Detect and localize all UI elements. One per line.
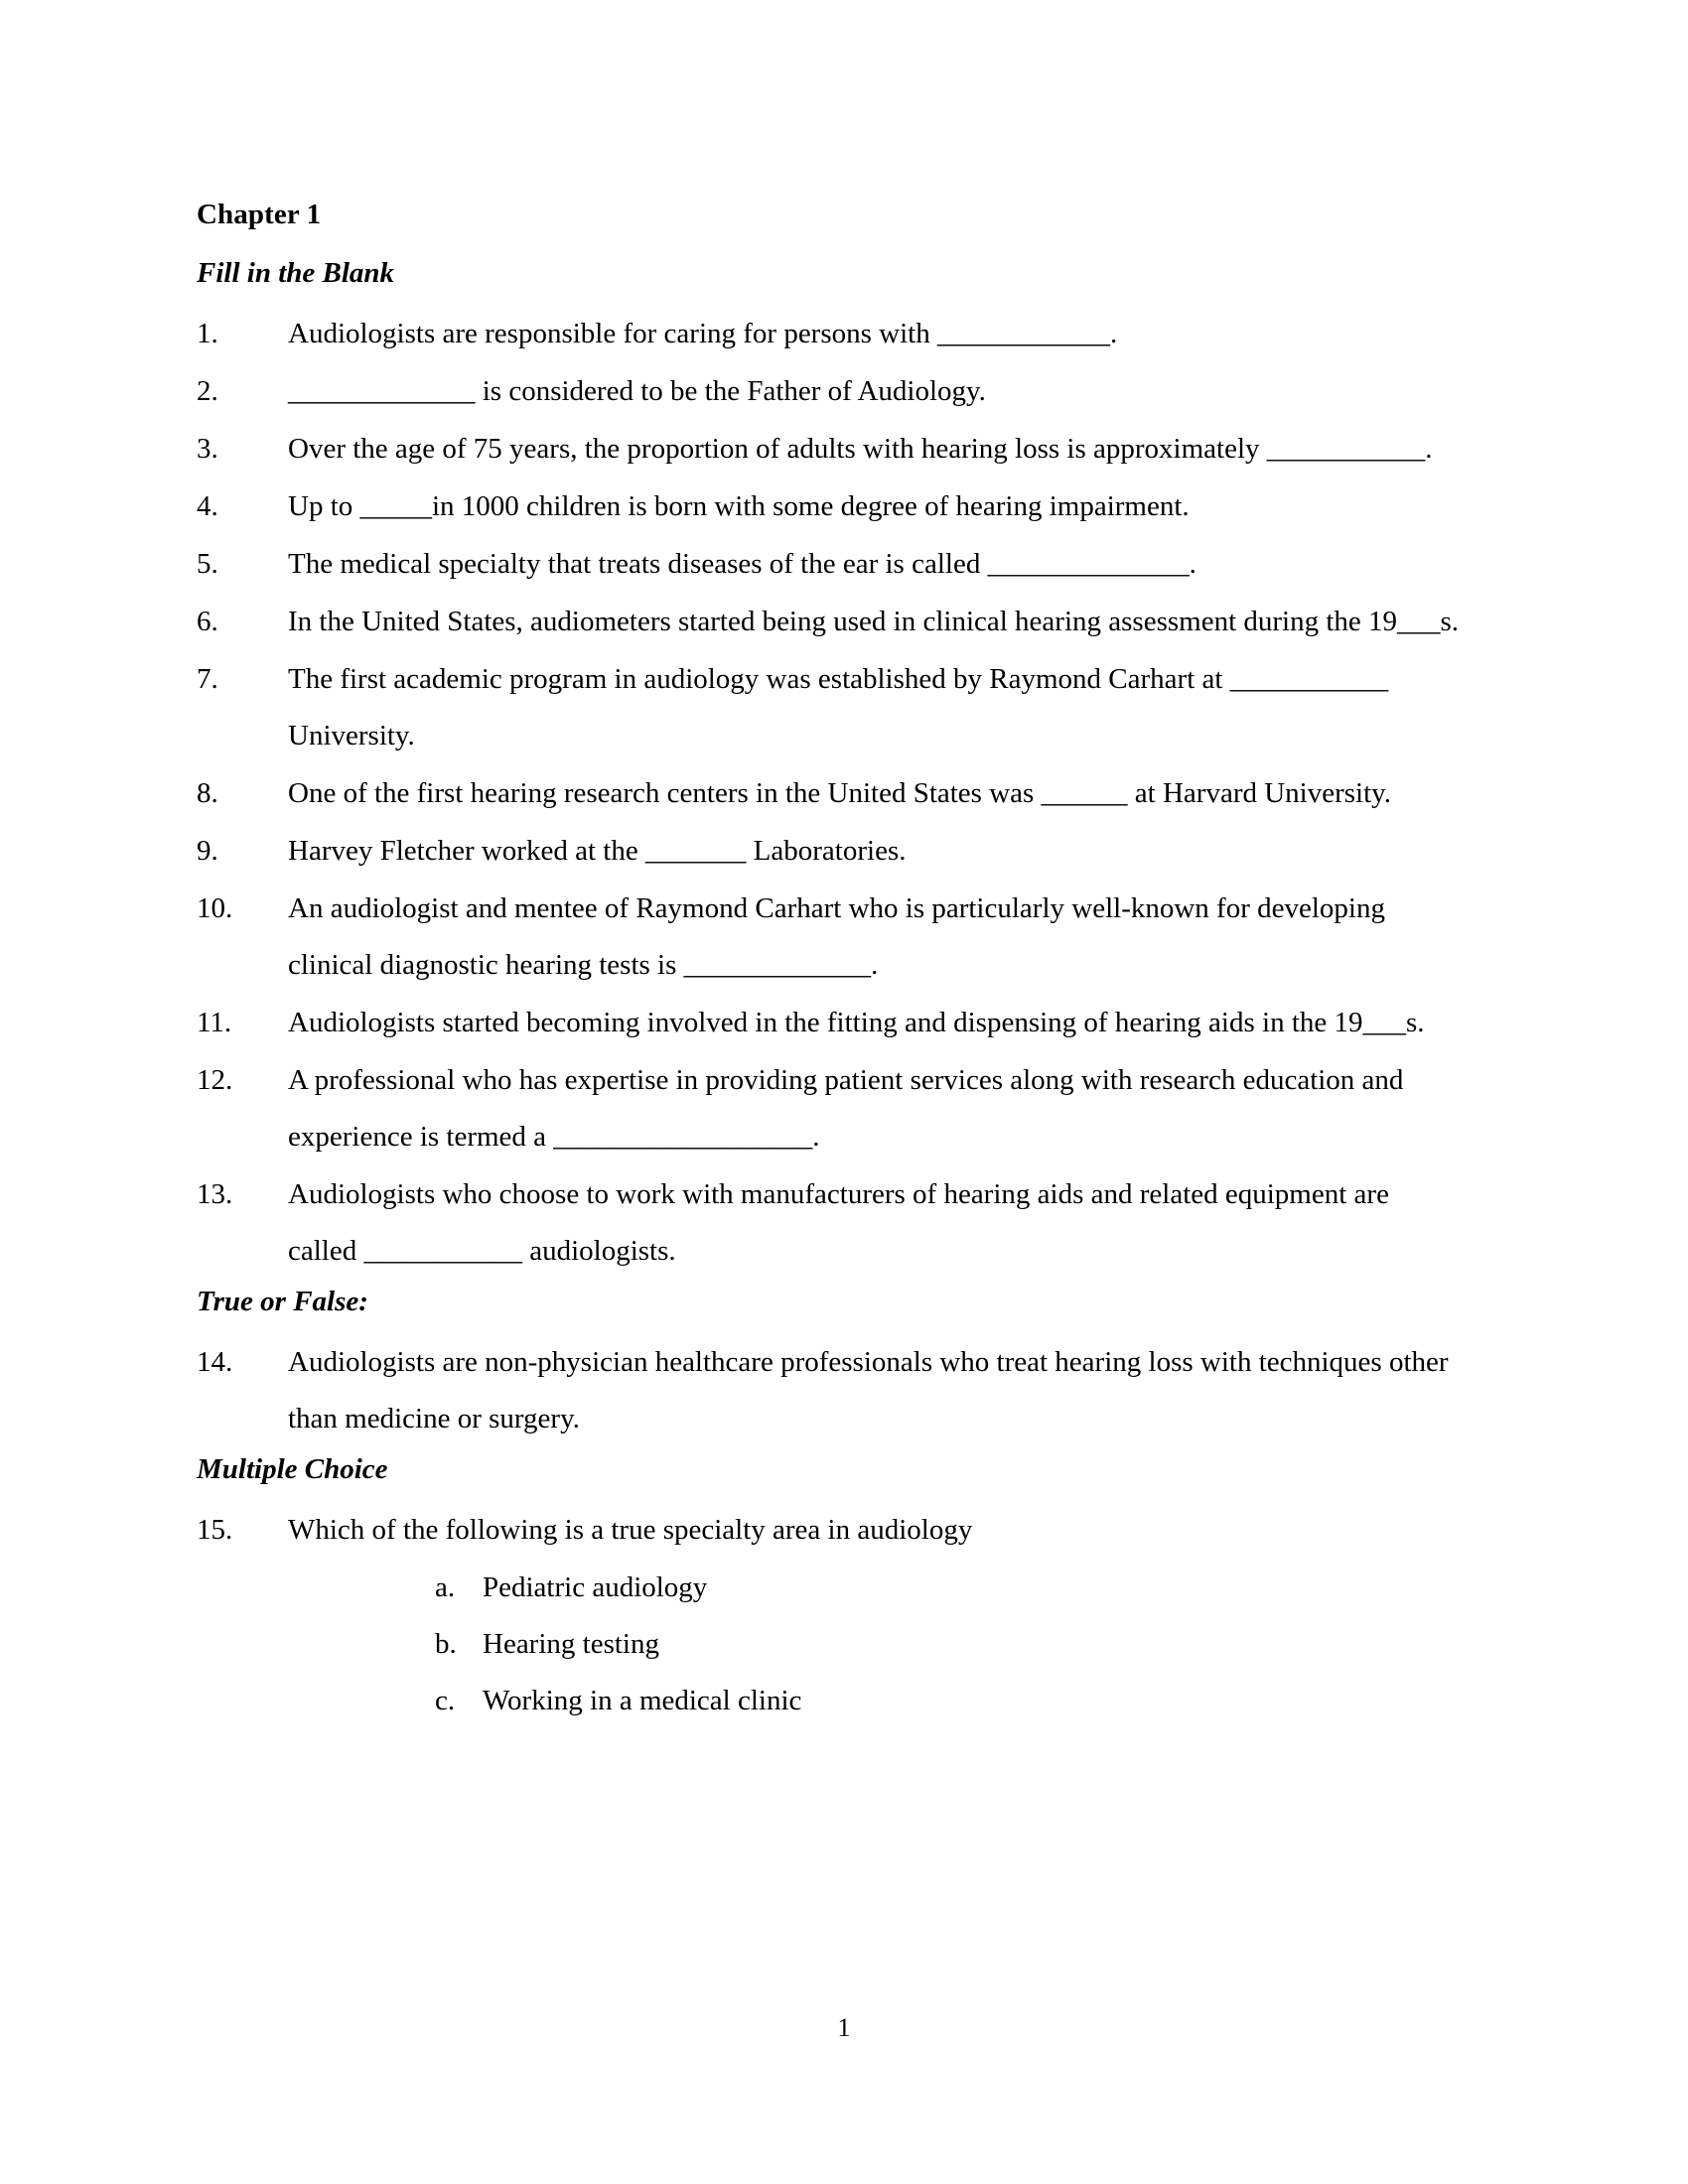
section-heading: Multiple Choice (197, 1453, 388, 1485)
section-heading: Fill in the Blank (197, 257, 395, 289)
question-number: 8. (197, 777, 218, 809)
question-list (197, 1502, 1499, 1559)
list-item (197, 306, 1499, 362)
question-number: 3. (197, 433, 218, 465)
choice-letter: a. (435, 1571, 456, 1603)
list-item (197, 1334, 1499, 1447)
list-item (197, 421, 1499, 478)
question-text: Audiologists who choose to work with manufacturers of hearing aids and related equipment are called ___________ audiologists. (288, 1178, 1389, 1267)
choice-text: Hearing testing (483, 1628, 659, 1660)
list-item (197, 823, 1499, 880)
list-item (435, 1560, 1499, 1616)
question-text: Audiologists started becoming involved in the fitting and dispensing of hearing aids in the 19___s. (288, 1007, 1425, 1038)
choice-list (197, 1560, 1499, 1729)
page-number: 1 (837, 2013, 851, 2042)
list-item (197, 651, 1499, 764)
list-item (197, 1502, 1499, 1559)
question-list (197, 1334, 1499, 1447)
question-number: 1. (197, 318, 218, 349)
question-number: 14. (197, 1346, 233, 1378)
question-text: Audiologists are responsible for caring for persons with ____________. (288, 318, 1118, 349)
question-text: The first academic program in audiology was established by Raymond Carhart at ___________ University. (288, 663, 1389, 751)
question-text: An audiologist and mentee of Raymond Carhart who is particularly well-known for developing clinical diagnostic hearing tests is _____________. (288, 892, 1385, 981)
question-number: 15. (197, 1514, 233, 1546)
list-item (197, 1166, 1499, 1280)
question-text: One of the first hearing research centers in the United States was ______ at Harvard University. (288, 777, 1392, 809)
question-text: Over the age of 75 years, the proportion of adults with hearing loss is approximately ___________. (288, 433, 1433, 465)
list-item (197, 363, 1499, 420)
list-item (435, 1673, 1499, 1729)
question-number: 5. (197, 548, 218, 580)
section-fill-in-the-blank (197, 257, 1499, 1280)
list-item (197, 594, 1499, 650)
section-true-or-false (197, 1286, 1499, 1447)
list-item (197, 478, 1499, 535)
list-item (197, 881, 1499, 994)
question-number: 7. (197, 663, 218, 695)
question-number: 2. (197, 375, 218, 407)
choice-letter: c. (435, 1685, 456, 1716)
list-item (197, 536, 1499, 593)
question-number: 6. (197, 606, 218, 637)
list-item (197, 995, 1499, 1051)
question-text: Which of the following is a true specialty area in audiology (288, 1514, 973, 1546)
section-heading: True or False: (197, 1286, 368, 1317)
question-number: 10. (197, 892, 233, 924)
list-item (435, 1616, 1499, 1673)
question-number: 4. (197, 490, 218, 522)
question-text: Up to _____in 1000 children is born with some degree of hearing impairment. (288, 490, 1190, 522)
section-multiple-choice (197, 1453, 1499, 1729)
list-item (197, 1052, 1499, 1165)
list-item (197, 765, 1499, 822)
question-text: Harvey Fletcher worked at the _______ Laboratories. (288, 835, 907, 867)
page-title: Chapter 1 (197, 199, 322, 230)
question-text: The medical specialty that treats diseases of the ear is called ______________. (288, 548, 1196, 580)
question-number: 13. (197, 1178, 233, 1210)
choice-text: Working in a medical clinic (483, 1685, 802, 1716)
question-text: A professional who has expertise in providing patient services along with research education and experience is termed a __________________. (288, 1064, 1404, 1153)
question-number: 12. (197, 1064, 233, 1096)
question-list (197, 306, 1499, 1280)
question-text: In the United States, audiometers started being used in clinical hearing assessment during the 19___s. (288, 606, 1460, 637)
choice-letter: b. (435, 1628, 457, 1660)
question-text: _____________ is considered to be the Father of Audiology. (288, 375, 986, 407)
question-number: 9. (197, 835, 218, 867)
choice-text: Pediatric audiology (483, 1571, 708, 1603)
question-number: 11. (197, 1007, 232, 1038)
question-text: Audiologists are non-physician healthcare professionals who treat hearing loss with techniques other than medicine or surgery. (288, 1346, 1449, 1434)
